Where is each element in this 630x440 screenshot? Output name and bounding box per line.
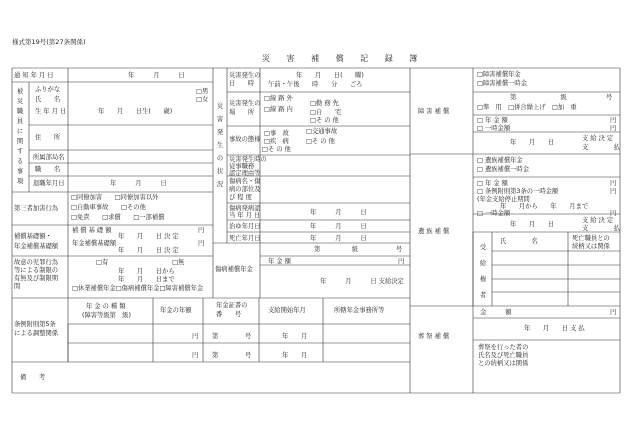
bereaved-pension-checkbox[interactable]: □ 遺族補償年金 [477,157,523,164]
pension-base2-label: 年金補償基礎額 [72,240,117,247]
recipient-char: 給 [479,260,487,267]
disaster-vertical-label [216,100,224,191]
bereaved-label: 遺 族 補 償 [418,228,450,235]
restrict-line4: 間 [14,283,21,290]
restrict-from: 年 月 日から [118,268,175,275]
recipient-char: 受 [479,244,487,251]
mourner-label3: との続柄又は関係 [478,360,529,367]
adjust-line2: による調整関係 [14,330,59,337]
accident-kind-label: 事故の態様 [229,136,261,143]
disaster-char: 況 [216,181,224,188]
pay-start-value: 年 月 [282,333,308,340]
funeral-paid-date: 年 月 日 支 払 [524,325,585,332]
restrict-line3: 有無及び制限期 [14,275,59,282]
comp-base-decided: 年 月 日 決 定 [118,233,179,240]
birth-value: 年 月 日生( 歳) [98,108,173,115]
bereaved-pay-date: 年 月 日 [510,221,555,228]
disaster-char: 発 [216,129,224,136]
female-checkbox[interactable]: □女 [196,96,209,103]
kind-accident[interactable]: □事 故 [264,130,289,137]
cert-no-header: 年金証書の [216,302,248,309]
injury-label2: 病の部位及 [229,186,261,193]
pension-base-label: 年金補償基礎額 [14,243,59,250]
restrict-yes-checkbox[interactable]: □有 [96,259,109,266]
place-home[interactable]: □自 宅 [310,109,342,116]
restrict-options[interactable]: □休業補償年金□傷病補償年金□障害補償年金 [72,285,204,292]
name-label: 氏 名 [35,96,61,103]
rest-start-label2: 当 年 月 日 [229,212,261,219]
disaster-char: の [216,155,224,162]
victim-char: 事 [16,168,24,175]
page-title: 災 害 補 償 記 録 簿 [262,54,425,63]
mourner-label1: 葬祭を行った者の [478,344,529,351]
disability-lump[interactable]: □ 一時金額 [477,125,511,132]
datetime-label: 災害発生の [229,72,261,79]
yen-unit: 円 [610,210,617,217]
bereaved-suspend-range: 年 月から 年 月まで [500,203,589,210]
disability-paid: 支 払 [582,144,620,151]
pension-kind-header: 年 金 の 種 類 [86,303,126,310]
third-party-label: 第三者加害行為 [14,205,59,212]
death-value: 年 月 日 [310,235,367,242]
pay-start-header: 支給開始年月 [268,307,306,314]
relation-header2: 続柄又は関係 [572,243,610,250]
datetime-label2: 日 時 [229,80,255,87]
funeral-amount-label: 金 額 [480,309,512,316]
position-label: 職 名 [35,166,61,173]
death-label: 死亡年月日 [229,235,261,242]
birth-label: 生 年 月 日 [35,108,67,115]
illness-pension-label: 傷病補償年金 [215,266,253,273]
yen-unit: 円 [610,188,617,195]
retire-value: 年 月 日 [110,180,167,187]
annual-amount-label: 年 金 額 [268,258,291,265]
comp-base-label: 補 償 基 礎 額 [72,227,112,234]
funeral-label: 葬 祭 補 償 [418,333,450,340]
victim-char: 被 [16,88,24,95]
pay-start-value: 年 月 [282,352,308,359]
place-label: 災害発生の [229,100,261,107]
rest-start-value: 年 月 日 [310,209,367,216]
cure-label: 治ゆ年月日 [229,223,261,230]
victim-char: に [16,128,24,135]
victim-vertical-label [16,87,24,187]
restrict-to: 年 月 日まで [118,276,175,283]
disability-annual[interactable]: □ 年 金 額 [477,117,508,124]
disability-pension-checkbox[interactable]: □障害補償年金 [477,71,521,78]
place-work[interactable]: □勤 務 先 [310,100,339,107]
illness-decided: 年 月 日 支給決定 [320,278,404,285]
victim-char: 項 [16,178,24,185]
disability-label: 障 害 補 償 [418,108,450,115]
yen-unit: 円 [192,333,199,340]
illness-grade-go: 号 [396,246,403,253]
kind-other1[interactable]: □そ の 他 [306,138,335,145]
bereaved-decided: 支 給 決 定 [582,217,614,224]
place-offtrack[interactable]: □線 路 外 [264,95,293,102]
bereaved-lump[interactable]: □ 一時金額 [477,210,511,217]
victim-char: 関 [16,138,24,145]
restrict-no-checkbox[interactable]: □無 [172,259,185,266]
illness-grade: 第 級 [314,246,359,253]
recipient-char: 権 [479,276,487,283]
datetime-value1: 年 月 日( 曜) [296,72,364,79]
yen-unit: 円 [610,117,617,124]
place-other[interactable]: □そ の 他 [310,117,339,124]
datetime-value2: 午前・午後 時 分 ごろ [268,81,363,88]
yen-unit: 円 [198,240,205,247]
yen-unit: 円 [198,227,205,234]
bereaved-paid: 支 払 [582,225,620,232]
yen-unit: 円 [610,125,617,132]
restrict-line1: 故意の児罪行為 [14,259,59,266]
dept-label: 所属部局名 [33,154,65,161]
victim-char: す [16,148,24,155]
place-ontrack[interactable]: □線 路 内 [264,106,293,113]
restrict-line2: 等による制限の [14,267,59,274]
yen-unit: 円 [398,258,405,265]
base-amount-label: 補償基礎額・ [14,233,52,240]
rest-start-label: 傷病発病認 [229,205,261,212]
furigana-label: ふりがな [35,86,61,93]
victim-char: 災 [16,98,24,105]
adjust-line1: 条例附則第5条 [14,321,56,328]
cert-go: 号 [245,352,252,359]
mourner-label2: 氏名及び死亡職員 [478,352,529,359]
disability-pay-date: 年 月 日 [510,139,555,146]
disaster-char: 生 [216,142,224,149]
disability-decided: 支 給 決 定 [582,135,614,142]
disability-grade: 第 級 [510,94,567,101]
third-party-opt2[interactable]: □自動車事故 □その他 [71,204,146,211]
yen-unit: 円 [610,180,617,187]
male-checkbox[interactable]: □男 [196,88,209,95]
address-label: 住 所 [35,134,61,141]
cert-dai: 第 [212,352,219,359]
duty-label: 災害発生時の [229,156,267,163]
injury-label3: び 程 度 [229,194,252,201]
recipient-vertical-label [478,240,488,304]
recipient-char: 者 [479,292,487,299]
third-party-opt1[interactable]: □同僚加害 □同僚加害以外 [71,194,159,201]
pension-amt-header: 年金の年額 [160,307,192,314]
pension-base-decided: 年 月 日 決 定 [118,247,179,254]
disaster-char: 状 [216,168,224,175]
yen-unit: 円 [610,309,617,316]
disability-lumpsum-checkbox[interactable]: □障害補償一時金 [477,80,528,87]
third-party-opt3[interactable]: □免責 □求償 □一部補償 [71,214,165,221]
place-label2: 場 所 [229,109,255,116]
bereaved-suspend: (年金支給停止期間 [477,196,530,203]
notify-date-label: 通 知 年 月 日 [14,72,54,79]
remarks-label: 備 考 [20,374,46,381]
disability-grade-go: 号 [606,94,613,101]
form-number: 様式第19号(第27条関係) [12,38,86,46]
recipient-name-header: 氏 名 [500,238,538,245]
victim-char: 職 [16,108,24,115]
pension-kind-header2: (障害等級第 級) [82,312,131,319]
yen-unit: 円 [192,352,199,359]
office-header: 所轄年金事務所等 [334,307,385,314]
cert-dai: 第 [212,333,219,340]
bereaved-annual[interactable]: □ 年 金 額 [477,180,508,187]
injury-label: 傷病名・傷 [229,178,261,185]
cert-no-header2: 番 号 [216,311,242,318]
relation-header: 死亡職員との [572,235,610,242]
cert-go: 号 [245,333,252,340]
disability-options[interactable]: □準 用 □併合繰上げ □加 重 [477,104,577,111]
retire-label: 退職年月日 [33,180,65,187]
notify-date-value: 年 月 日 [128,72,185,79]
victim-char: 員 [16,118,24,125]
bereaved-supp[interactable]: □ 条例附則第3条の一時金額 [477,188,559,195]
kind-other2[interactable]: □そ の 他 [262,146,291,153]
bereaved-lumpsum-checkbox[interactable]: □ 遺族補償一時金 [477,166,530,173]
victim-char: る [16,158,24,165]
duty-label3: 認定理由等 [229,170,261,177]
disaster-char: 害 [216,116,224,123]
disaster-char: 災 [216,103,224,110]
kind-traffic[interactable]: □交通事故 [306,128,338,135]
kind-illness[interactable]: □疾 病 [264,138,289,145]
cure-value: 年 月 日 [310,223,367,230]
duty-label2: 従事職務 [229,163,255,170]
